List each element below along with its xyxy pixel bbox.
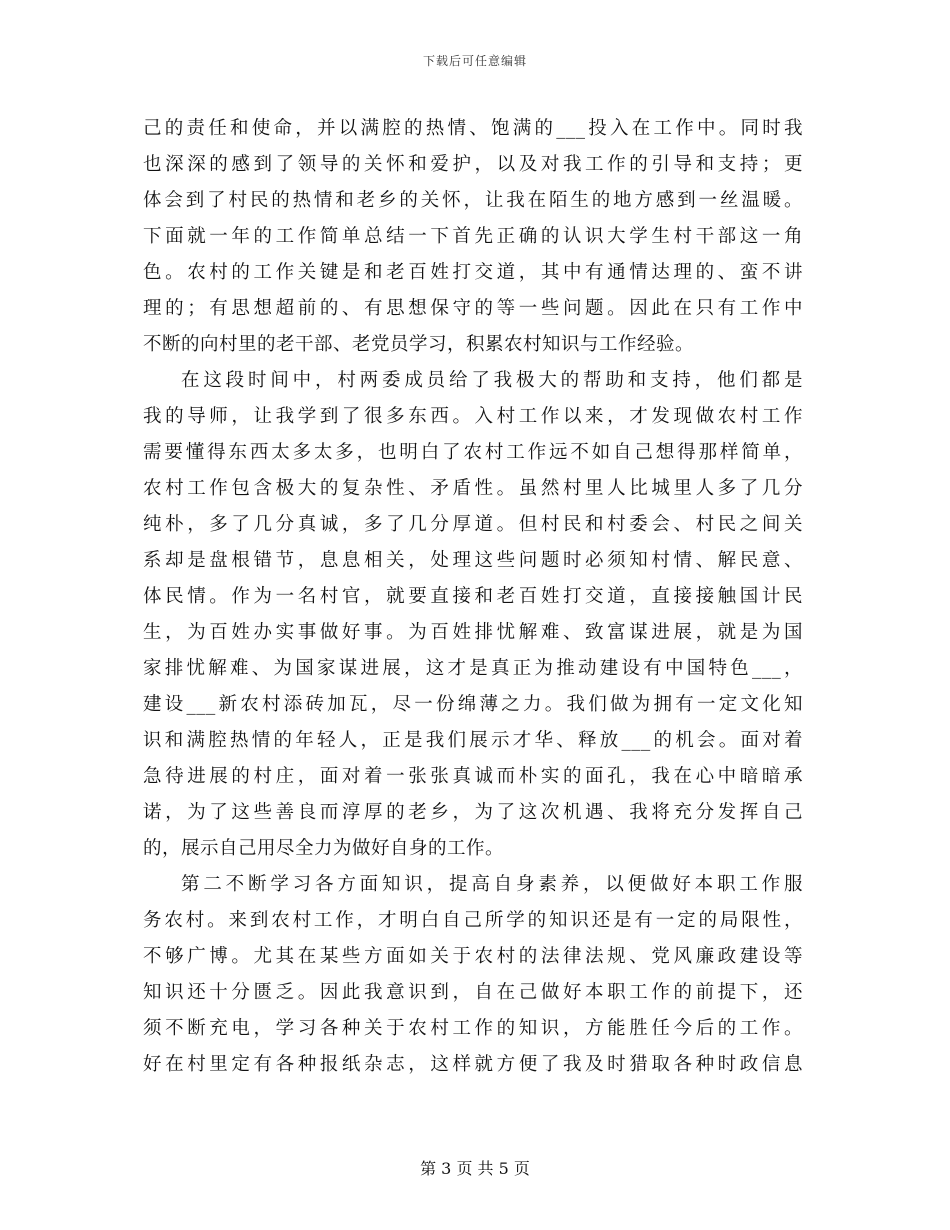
body-line: 理的；有思想超前的、有思想保守的等一些问题。因此在只有工作中 bbox=[143, 298, 803, 319]
body-line: 农村工作包含极大的复杂性、矛盾性。虽然村里人比城里人多了几分 bbox=[143, 478, 803, 499]
body-line: 也深深的感到了领导的关怀和爱护，以及对我工作的引导和支持；更 bbox=[143, 154, 803, 175]
body-line: 生，为百姓办实事做好事。为百姓排忧解难、致富谋进展，就是为国 bbox=[143, 622, 803, 643]
body-line: 务农村。来到农村工作，才明白自己所学的知识还是有一定的局限性， bbox=[143, 910, 803, 931]
paragraph-start-line: 在这段时间中，村两委成员给了我极大的帮助和支持，他们都是 bbox=[181, 370, 803, 391]
body-line: 体会到了村民的热情和老乡的关怀，让我在陌生的地方感到一丝温暖。 bbox=[143, 190, 803, 211]
body-line: 我的导师，让我学到了很多东西。入村工作以来，才发现做农村工作 bbox=[143, 406, 803, 427]
body-line: 建设___新农村添砖加瓦，尽一份绵薄之力。我们做为拥有一定文化知 bbox=[143, 694, 803, 715]
body-line: 识和满腔热情的年轻人，正是我们展示才华、释放___的机会。面对着 bbox=[143, 730, 803, 751]
body-line: 下面就一年的工作简单总结一下首先正确的认识大学生村干部这一角 bbox=[143, 226, 803, 247]
body-line: 须不断充电，学习各种关于农村工作的知识，方能胜任今后的工作。 bbox=[143, 1018, 803, 1039]
body-line: 知识还十分匮乏。因此我意识到，自在己做好本职工作的前提下，还 bbox=[143, 982, 803, 1003]
body-line: 体民情。作为一名村官，就要直接和老百姓打交道，直接接触国计民 bbox=[143, 586, 803, 607]
body-line: 色。农村的工作关键是和老百姓打交道，其中有通情达理的、蛮不讲 bbox=[143, 262, 803, 283]
body-line: 急待进展的村庄，面对着一张张真诚而朴实的面孔，我在心中暗暗承 bbox=[143, 766, 803, 787]
body-line: 纯朴，多了几分真诚，多了几分厚道。但村民和村委会、村民之间关 bbox=[143, 514, 803, 535]
document-body bbox=[143, 111, 803, 1083]
body-line: 系却是盘根错节，息息相关，处理这些问题时必须知村情、解民意、 bbox=[143, 550, 803, 571]
page-header-note: 下载后可任意编辑 bbox=[422, 54, 527, 68]
page-number: 第 3 页 共 5 页 bbox=[420, 1159, 530, 1178]
body-line: 的，展示自己用尽全力为做好自身的工作。 bbox=[143, 838, 505, 859]
body-line: 需要懂得东西太多太多，也明白了农村工作远不如自己想得那样简单， bbox=[143, 442, 803, 463]
body-line: 好在村里定有各种报纸杂志，这样就方便了我及时猎取各种时政信息 bbox=[143, 1054, 803, 1075]
body-line: 不断的向村里的老干部、老党员学习，积累农村知识与工作经验。 bbox=[143, 334, 695, 355]
body-line: 不够广博。尤其在某些方面如关于农村的法律法规、党风廉政建设等 bbox=[143, 946, 803, 967]
paragraph-start-line: 第二不断学习各方面知识，提高自身素养，以便做好本职工作服 bbox=[181, 874, 803, 895]
body-line: 己的责任和使命，并以满腔的热情、饱满的___投入在工作中。同时我 bbox=[143, 118, 803, 139]
body-line: 家排忧解难、为国家谋进展，这才是真正为推动建设有中国特色___， bbox=[143, 658, 803, 679]
body-line: 诺，为了这些善良而淳厚的老乡，为了这次机遇、我将充分发挥自己 bbox=[143, 802, 803, 823]
